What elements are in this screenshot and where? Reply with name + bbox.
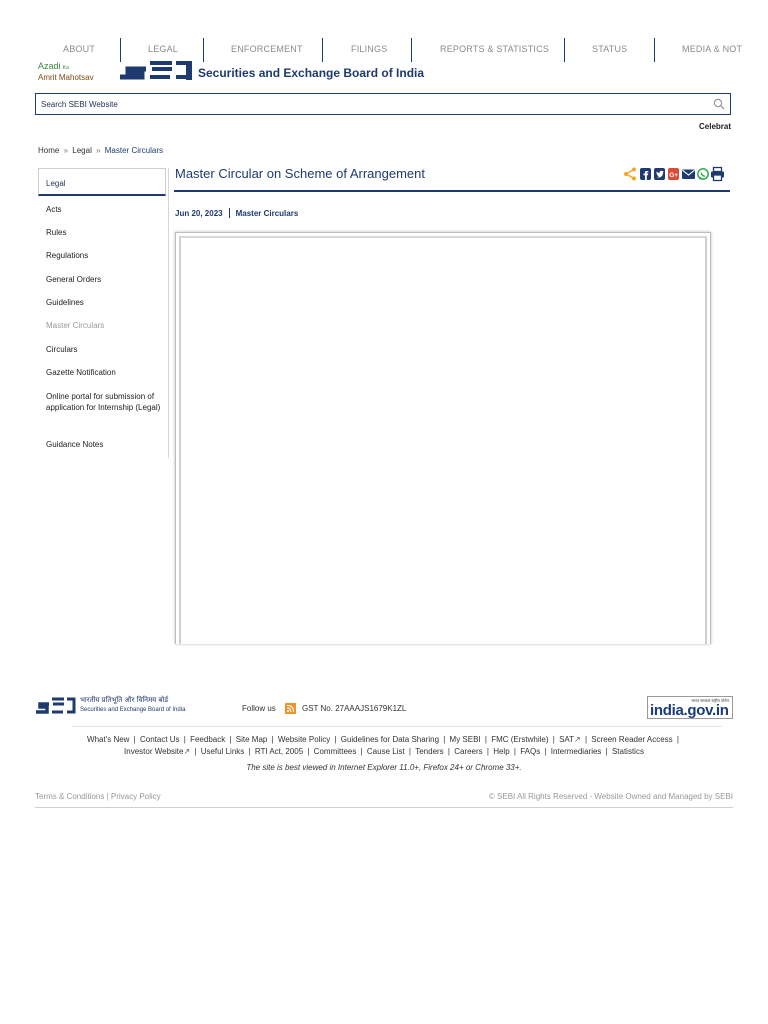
publish-date: Jun 20, 2023 xyxy=(175,209,223,218)
facebook-icon[interactable] xyxy=(640,168,651,180)
footer-link-fmc[interactable]: FMC (Erstwhile) xyxy=(491,735,549,744)
nav-separator xyxy=(322,38,323,62)
nav-item-enforcement[interactable]: ENFORCEMENT xyxy=(231,44,303,54)
terms-link[interactable]: Terms & Conditions xyxy=(35,792,105,801)
footer-link-faqs[interactable]: FAQs xyxy=(520,747,541,756)
sidebar-item-gazette-notification[interactable]: Gazette Notification xyxy=(46,368,116,377)
footer-links-row-1: What's New | Contact Us | Feedback | Site Map | Website Policy | Guidelines for Data Sharing | My SEBI | FMC (Erstwhile) | SAT↗ | Screen Reader Access | xyxy=(87,735,679,744)
footer-link-useful-links[interactable]: Useful Links xyxy=(200,747,245,756)
whatsapp-icon[interactable] xyxy=(698,169,708,180)
footer-link-contact-us[interactable]: Contact Us xyxy=(139,735,180,744)
footer-link-sat[interactable]: SAT xyxy=(559,735,575,744)
page-title: Master Circular on Scheme of Arrangement xyxy=(175,166,425,181)
footer-link-tenders[interactable]: Tenders xyxy=(415,747,444,756)
footer-links-row-2: Investor Website↗ | Useful Links | RTI Act, 2005 | Committees | Cause List | Tenders | Careers | Help | FAQs | Intermediaries | Statistics xyxy=(124,747,644,756)
follow-us-label: Follow us xyxy=(242,704,276,713)
footer-link-rti[interactable]: RTI Act, 2005 xyxy=(254,747,304,756)
footer-link-help[interactable]: Help xyxy=(493,747,510,756)
footer-link-feedback[interactable]: Feedback xyxy=(190,735,226,744)
privacy-link[interactable]: Privacy Policy xyxy=(110,792,161,801)
nav-separator xyxy=(411,38,412,62)
sidebar-item-rules[interactable]: Rules xyxy=(46,228,67,237)
gst-number: GST No. 27AAAJS1679K1ZL xyxy=(302,704,407,713)
footer-link-screen-reader[interactable]: Screen Reader Access xyxy=(591,735,673,744)
breadcrumb-separator: » xyxy=(96,146,101,155)
footer-logo-english: Securities and Exchange Board of India xyxy=(80,707,186,713)
circular-category[interactable]: Master Circulars xyxy=(235,209,299,218)
footer-link-my-sebi[interactable]: My SEBI xyxy=(449,735,481,744)
footer-link-whats-new[interactable]: What's New xyxy=(87,735,130,744)
site-title[interactable]: Securities and Exchange Board of India xyxy=(198,66,425,80)
footer-logo-hindi: भारतीय प्रतिभूति और विनिमय बोर्ड xyxy=(80,696,169,704)
footer-link-data-sharing[interactable]: Guidelines for Data Sharing xyxy=(340,735,440,744)
nav-item-filings[interactable]: FILINGS xyxy=(351,44,388,54)
nav-separator xyxy=(654,38,655,62)
viewer-edge xyxy=(179,236,707,238)
viewer-edge xyxy=(179,237,181,644)
footer-link-committees[interactable]: Committees xyxy=(313,747,357,756)
search-icon[interactable] xyxy=(713,98,725,110)
india-gov-logo[interactable] xyxy=(647,696,733,719)
footer-divider xyxy=(72,726,722,727)
amrit-mahotsav-text: Amrit Mahotsav xyxy=(38,73,94,82)
breadcrumb-separator: » xyxy=(63,146,69,155)
print-icon[interactable] xyxy=(711,168,724,181)
nav-item-legal[interactable]: LEGAL xyxy=(148,44,179,54)
india-gov-tagline: भारत सरकार राष्ट्रीय पोर्टल xyxy=(691,698,729,703)
azadi-text: Azadi xyxy=(38,61,61,71)
document-viewer[interactable] xyxy=(175,232,711,644)
sidebar-heading-label: Legal xyxy=(46,179,66,188)
rss-icon[interactable] xyxy=(285,703,296,714)
sidebar-item-circulars[interactable]: Circulars xyxy=(46,345,78,354)
sidebar-item-master-circulars[interactable]: Master Circulars xyxy=(46,321,105,330)
googleplus-icon[interactable] xyxy=(668,168,679,180)
news-ticker[interactable]: Celebrat xyxy=(699,122,732,131)
sidebar-item-internship-portal[interactable]: Online portal for submission of application for Internship (Legal) xyxy=(46,392,161,412)
india-gov-text: india.gov.in xyxy=(650,702,729,719)
nav-item-about[interactable]: ABOUT xyxy=(63,44,96,54)
title-underline xyxy=(174,190,730,192)
sidebar-item-general-orders[interactable]: General Orders xyxy=(46,275,102,284)
meta-separator xyxy=(229,208,230,218)
sidebar-heading[interactable] xyxy=(38,168,166,196)
footer-link-investor-website[interactable]: Investor Website xyxy=(124,747,184,756)
nav-separator xyxy=(203,38,204,62)
svg-text:G+: G+ xyxy=(669,172,679,179)
footer-link-site-map[interactable]: Site Map xyxy=(235,735,268,744)
footer-link-website-policy[interactable]: Website Policy xyxy=(277,735,331,744)
twitter-icon[interactable] xyxy=(654,168,665,180)
copyright: © SEBI All Rights Reserved - Website Owned and Managed by SEBI xyxy=(488,792,733,801)
azadi-ka-amrit-mahotsav-logo[interactable] xyxy=(38,62,102,84)
external-link-icon: ↗ xyxy=(183,747,191,756)
sidebar-item-guidance-notes[interactable]: Guidance Notes xyxy=(46,440,104,449)
email-icon[interactable] xyxy=(682,170,695,180)
sidebar-item-guidelines[interactable]: Guidelines xyxy=(46,298,84,307)
nav-item-reports-statistics[interactable]: REPORTS & STATISTICS xyxy=(440,44,550,54)
nav-item-media[interactable]: MEDIA & NOT xyxy=(682,44,743,54)
footer-link-careers[interactable]: Careers xyxy=(454,747,483,756)
footer-bottom-divider xyxy=(35,807,733,808)
azadi-ka-text: Ka xyxy=(62,65,69,71)
nav-separator xyxy=(564,38,565,62)
breadcrumb-current: Master Circulars xyxy=(104,146,163,155)
circular-meta xyxy=(175,208,298,218)
sidebar-item-regulations[interactable]: Regulations xyxy=(46,251,89,260)
footer-legal-links: Terms & Conditions | Privacy Policy xyxy=(35,792,161,801)
share-toolbar xyxy=(623,166,731,182)
sebi-mark-icon xyxy=(35,696,77,716)
external-link-icon: ↗ xyxy=(574,735,581,744)
share-icon[interactable] xyxy=(624,168,636,181)
sidebar xyxy=(38,168,169,458)
footer-link-intermediaries[interactable]: Intermediaries xyxy=(550,747,602,756)
breadcrumb-legal[interactable]: Legal xyxy=(72,146,92,155)
breadcrumb xyxy=(38,146,163,155)
footer-link-statistics[interactable]: Statistics xyxy=(611,747,644,756)
search-box xyxy=(35,93,731,115)
footer-sebi-logo[interactable] xyxy=(35,695,205,717)
breadcrumb-home[interactable]: Home xyxy=(38,146,60,155)
search-input[interactable] xyxy=(41,97,691,111)
sebi-logo[interactable] xyxy=(118,59,194,81)
viewer-edge xyxy=(705,237,707,644)
footer-link-cause-list[interactable]: Cause List xyxy=(366,747,405,756)
browser-support-note: The site is best viewed in Internet Explorer 11.0+, Firefox 24+ or Chrome 33+. xyxy=(246,763,522,772)
sidebar-item-acts[interactable]: Acts xyxy=(46,205,62,214)
nav-item-status[interactable]: STATUS xyxy=(592,44,628,54)
